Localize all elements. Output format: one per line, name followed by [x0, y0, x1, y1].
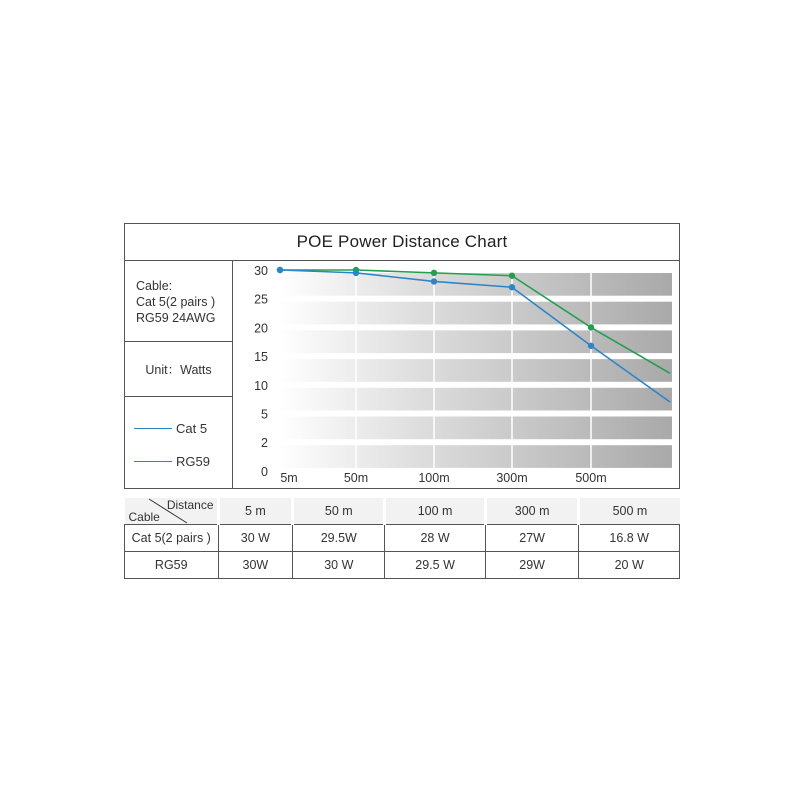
y-tick-label: 2 — [261, 436, 268, 451]
data-point-cat5 — [509, 284, 515, 290]
chart-title: POE Power Distance Chart — [125, 224, 679, 261]
table-corner — [125, 498, 219, 525]
legend-swatch-rg59 — [134, 461, 172, 462]
table-header: 500 m — [579, 498, 680, 525]
row-label: Cat 5(2 pairs ) — [125, 525, 219, 552]
table-cell: 20 W — [579, 552, 680, 579]
data-point-rg59 — [509, 273, 515, 279]
legend-label-cat5: Cat 5 — [176, 421, 208, 436]
table-cell: 29.5W — [293, 525, 385, 552]
table-header: 50 m — [293, 498, 385, 525]
x-tick-label: 500m — [575, 471, 607, 485]
data-point-cat5 — [353, 270, 359, 276]
info-column — [125, 261, 233, 488]
grid-band — [278, 302, 672, 325]
table-cell: 29W — [485, 552, 579, 579]
table-cell: 30 W — [293, 552, 385, 579]
data-point-rg59 — [431, 270, 437, 276]
y-tick-label: 20 — [254, 321, 268, 336]
line-chart — [233, 261, 679, 488]
corner-cable-label: Cable — [128, 510, 160, 524]
x-tick-label: 50m — [343, 471, 369, 485]
cable-line-2: RG59 24AWG — [136, 311, 216, 325]
table-cell: 16.8 W — [579, 525, 680, 552]
cable-line-1: Cat 5(2 pairs ) — [136, 295, 216, 309]
grid-band — [278, 417, 672, 440]
table-row — [125, 552, 680, 579]
table-cell: 30W — [218, 552, 293, 579]
data-point-cat5 — [588, 343, 594, 349]
table-cell: 27W — [485, 525, 579, 552]
table-header: 5 m — [218, 498, 293, 525]
grid-band — [278, 388, 672, 411]
legend — [125, 397, 232, 488]
x-tick-label: 100m — [418, 471, 450, 485]
legend-swatch-cat5 — [134, 428, 172, 429]
grid-band — [278, 330, 672, 353]
y-tick-label: 15 — [254, 350, 268, 365]
row-label: RG59 — [125, 552, 219, 579]
x-tick-label: 5m — [280, 471, 298, 485]
grid-band — [278, 359, 672, 382]
y-tick-label: 10 — [254, 378, 268, 393]
chart-frame — [124, 223, 680, 489]
data-point-rg59 — [588, 324, 594, 330]
table-header: 300 m — [485, 498, 579, 525]
y-tick-label: 30 — [254, 264, 268, 278]
legend-label-rg59: RG59 — [176, 454, 210, 469]
table-header-row — [125, 498, 680, 525]
cable-label: Cable: — [136, 279, 173, 293]
cable-info — [125, 261, 232, 342]
unit-label: Unit：Watts — [125, 342, 232, 397]
y-tick-label: 5 — [261, 407, 268, 422]
data-point-cat5 — [277, 267, 283, 273]
data-point-cat5 — [431, 278, 437, 284]
y-tick-label: 0 — [261, 464, 268, 479]
y-tick-label: 25 — [254, 292, 268, 307]
table-cell: 29.5 W — [385, 552, 486, 579]
table-cell: 30 W — [218, 525, 293, 552]
legend-item-rg59 — [134, 454, 210, 469]
data-table — [124, 498, 680, 579]
corner-distance-label: Distance — [166, 498, 214, 512]
grid-band — [278, 445, 672, 468]
table-cell: 28 W — [385, 525, 486, 552]
x-tick-label: 300m — [496, 471, 528, 485]
chart-area — [233, 261, 679, 488]
legend-item-cat5 — [134, 421, 207, 436]
table-header: 100 m — [385, 498, 486, 525]
table-row — [125, 525, 680, 552]
